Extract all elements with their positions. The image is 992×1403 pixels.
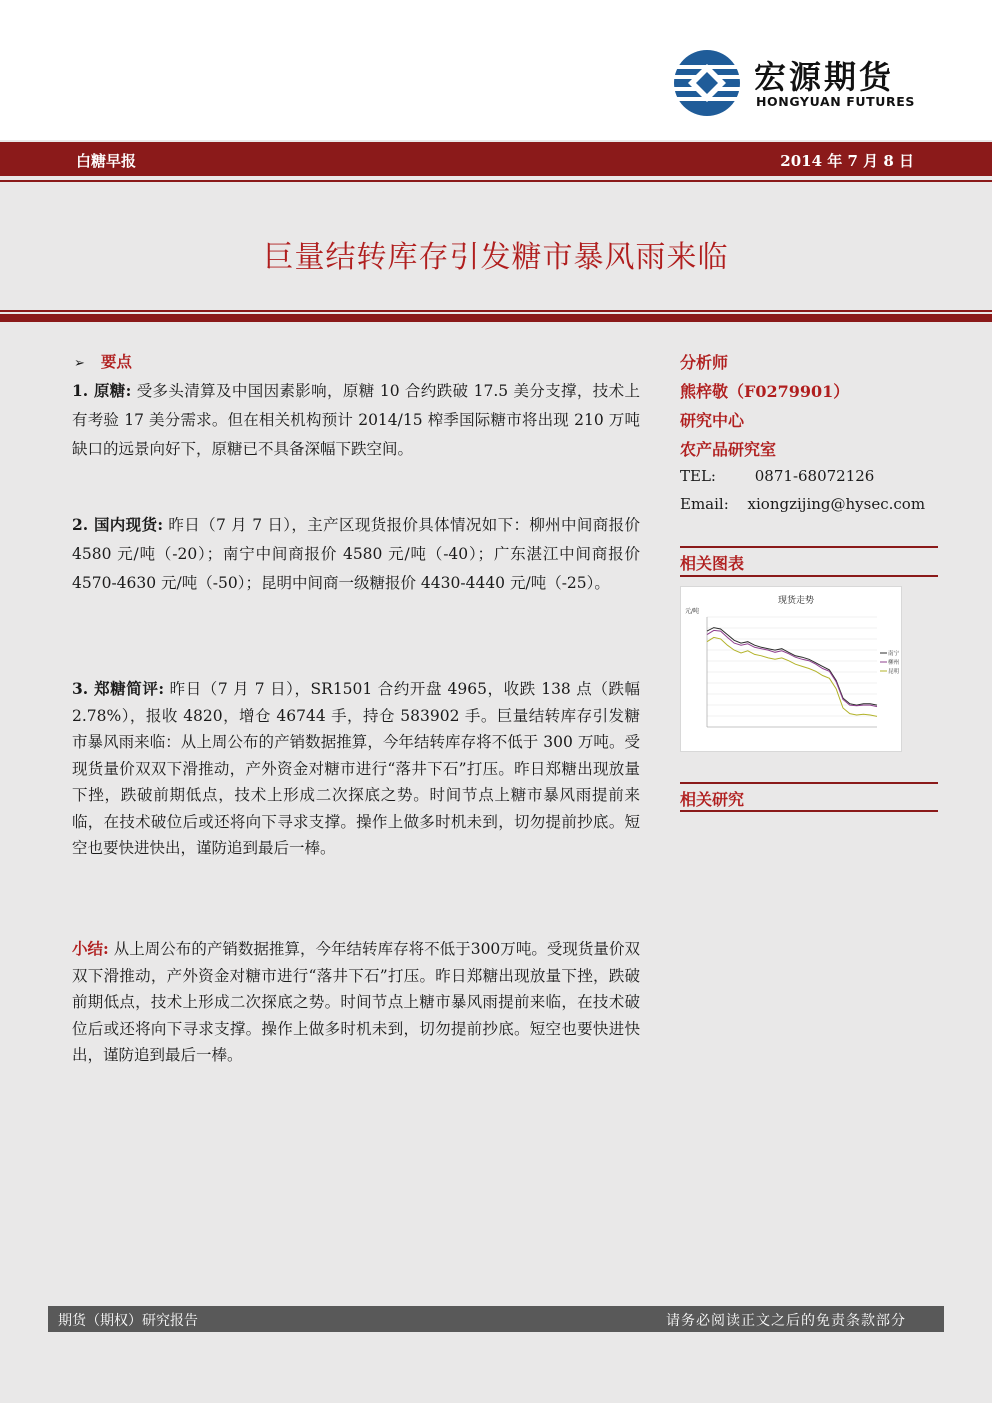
point-label: 1. 原糖: [72,381,132,400]
point-text: 昨日（7 月 7 日），SR1501 合约开盘 4965，收跌 138 点（跌幅 2.78%），报收 4820，增仓 46744 手，持仓 583902 手。巨量结转库存引发糖市暴风雨来临：从上周公布的产销数据推算，今年结转库存将不低于 300 万吨。受现货量价双双下滑推动，产外资金对糖市进行“落井下石”打压。昨日郑糖出现放量下挫，跌破前期低点，技术上形成二次探底之势。时间节点上糖市暴风雨提前来临，在技术破位后或还将向下寻求支撑。操作上做多时机未到，切勿提前抄底。短空也要快进快出，谨防追到最后一棒。 [72,680,640,857]
tel-value: 0871-68072126 [754,467,875,485]
chart-series-line-2 [707,630,877,706]
footer-disclaimer: 请务必阅读正文之后的免责条款部分 [666,1313,906,1329]
point-zhengzhou-review [72,676,640,862]
report-type: 白糖早报 [76,152,137,170]
header-band [0,142,992,176]
tel-row [680,467,874,485]
summary-label: 小结: [72,939,109,958]
point-label: 3. 郑糖简评: [72,679,165,698]
point-text: 受多头清算及中国因素影响，原糖 10 合约跌破 17.5 美分支撑，技术上有考验 17 美分需求。但在相关机构预计 2014/15 榨季国际糖市将出现 210 万吨缺口的远景向好下，原糖已不具备深幅下跌空间。 [72,382,640,458]
related-charts-title: 相关图表 [680,554,745,573]
chart-legend-label: 昆明 [888,669,900,675]
point-label: 2. 国内现货: [72,515,164,534]
chart-y-label: 元/吨 [685,608,700,615]
footer-band [48,1306,944,1332]
divider [0,180,992,182]
logo-english-name: HONGYUAN FUTURES [756,94,915,109]
chart-legend-label: 南宁 [888,651,900,657]
chart-legend-label: 柳州 [888,660,900,666]
divider [680,575,938,577]
report-title: 巨量结转库存引发糖市暴风雨来临 [263,240,729,275]
summary [72,936,640,1069]
logo-chinese-name: 宏源期货 [754,58,895,96]
chart-svg [681,587,903,753]
sub-department: 农产品研究室 [680,440,777,459]
analyst-label: 分析师 [680,353,729,372]
related-research-title: 相关研究 [680,790,745,809]
divider [680,546,938,548]
divider [0,314,992,322]
divider [680,782,938,784]
logo-emblem-icon [672,48,742,118]
divider [680,810,938,812]
email-label: Email: [680,495,729,513]
company-logo [672,48,922,118]
point-domestic-spot [72,510,640,598]
section-label: 要点 [100,352,132,371]
analyst-name: 熊梓敬（F0279901） [680,382,850,401]
tel-label: TEL: [680,467,716,485]
email-row [680,495,925,513]
spot-price-chart [680,586,902,752]
department: 研究中心 [680,411,745,430]
email-value[interactable]: xiongzijing@hysec.com [747,495,926,513]
report-date: 2014 年 7 月 8 日 [780,152,914,170]
divider [0,310,992,312]
key-points-heading [74,350,132,372]
point-text: 昨日（7 月 7 日），主产区现货报价具体情况如下：柳州中间商报价 4580 元/吨（-20）；南宁中间商报价 4580 元/吨（-40）；广东湛江中间商报价 4570-4630 元/吨（-50）；昆明中间商一级糖报价 4430-4440 元/吨（-25）。 [72,516,640,592]
summary-text: 从上周公布的产销数据推算，今年结转库存将不低于300万吨。受现货量价双双下滑推动，产外资金对糖市进行“落井下石”打压。昨日郑糖出现放量下挫，跌破前期低点，技术上形成二次探底之势。时间节点上糖市暴风雨提前来临，在技术破位后或还将向下寻求支撑。操作上做多时机未到，切勿提前抄底。短空也要快进快出，谨防追到最后一棒。 [72,940,640,1064]
chart-title: 现货走势 [777,596,815,606]
footer-left: 期货（期权）研究报告 [58,1313,198,1329]
point-raw-sugar [72,376,640,464]
arrow-bullet-icon: ➢ [74,356,85,371]
